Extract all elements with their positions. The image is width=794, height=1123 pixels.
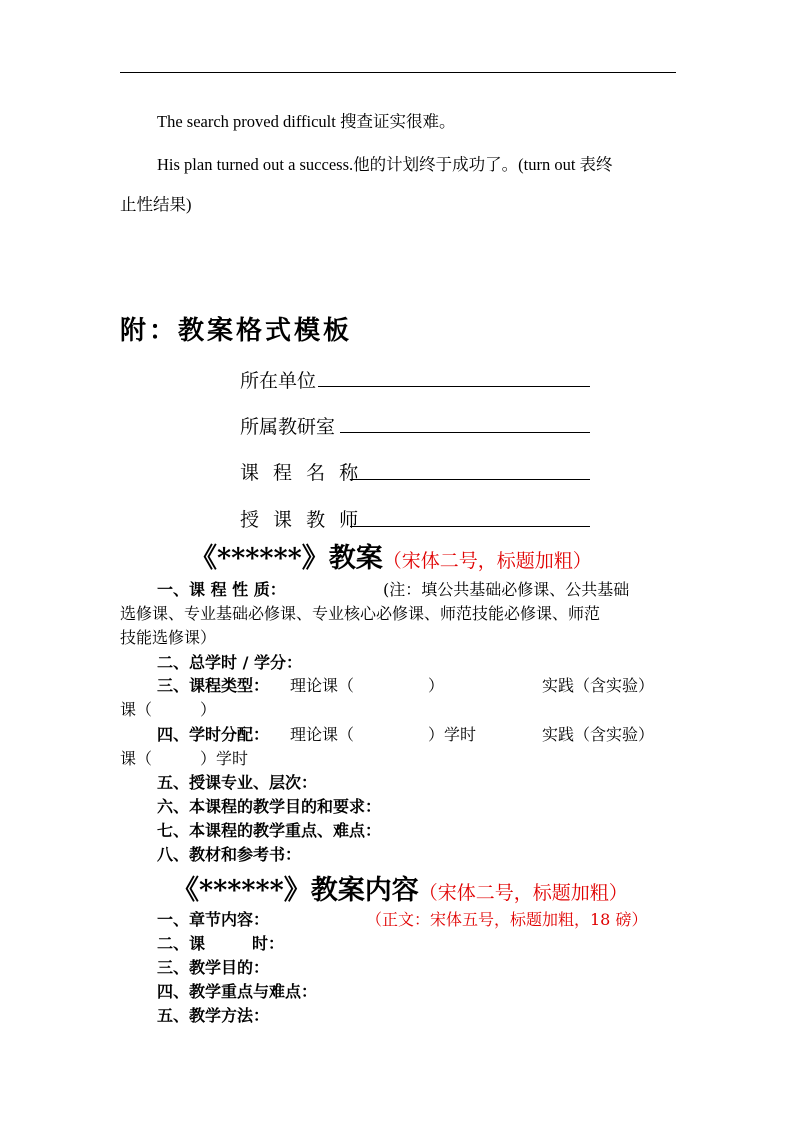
alloc-label: 四、学时分配： bbox=[157, 725, 270, 744]
alloc-theory: 理论课（ bbox=[290, 725, 355, 744]
field-course-line bbox=[350, 479, 590, 480]
alloc-close: ）学时 bbox=[428, 725, 477, 744]
chapter-note: （正文：宋体五号，标题加粗，18 磅） bbox=[366, 910, 648, 929]
field-teacher-line bbox=[350, 526, 590, 527]
alloc-practice: 实践（含实验） bbox=[542, 725, 655, 744]
intro-line-3: 止性结果) bbox=[120, 195, 192, 214]
content-title-note: （宋体二号，标题加粗） bbox=[418, 882, 628, 904]
type-wrap: 课（ bbox=[120, 700, 153, 719]
field-lab-label: 所属教研室 bbox=[240, 416, 336, 438]
field-course-label: 课 程 名 称 bbox=[240, 462, 363, 484]
type-theory: 理论课（ bbox=[290, 676, 355, 695]
hours-label: 二、总学时 / 学分： bbox=[157, 653, 302, 672]
plan-title-main: 《******》教案 bbox=[190, 543, 383, 574]
goal-label: 六、本课程的教学目的和要求： bbox=[157, 797, 382, 816]
key-label: 四、教学重点与难点： bbox=[157, 982, 318, 1001]
plan-title bbox=[190, 536, 592, 575]
field-lab-line bbox=[340, 432, 590, 433]
intro-line-2: His plan turned out a success.他的计划终于成功了。(turn out 表终 bbox=[157, 155, 613, 174]
nature-note-3: 技能选修课） bbox=[120, 628, 217, 647]
field-unit-label: 所在单位 bbox=[240, 370, 317, 392]
nature-note-2: 选修课、专业基础必修课、专业核心必修课、师范技能必修课、师范 bbox=[120, 604, 601, 623]
plan-title-note: （宋体二号，标题加粗） bbox=[382, 550, 592, 572]
chapter-label: 一、章节内容： bbox=[157, 910, 270, 929]
type-practice: 实践（含实验） bbox=[542, 676, 655, 695]
nature-label: 一、课 程 性 质： bbox=[157, 580, 286, 599]
intro-line-1: The search proved difficult 搜查证实很难。 bbox=[157, 112, 456, 131]
nature-note-1: (注：填公共基础必修课、公共基础 bbox=[383, 580, 630, 599]
content-title-main: 《******》教案内容 bbox=[172, 875, 419, 906]
major-label: 五、授课专业、层次： bbox=[157, 773, 318, 792]
method-label: 五、教学方法： bbox=[157, 1006, 270, 1025]
field-teacher-label: 授 课 教 师 bbox=[240, 509, 363, 531]
focus-label: 七、本课程的教学重点、难点： bbox=[157, 821, 382, 840]
type-wrap-close: ） bbox=[200, 700, 217, 719]
alloc-wrap: 课（ bbox=[120, 749, 153, 768]
books-label: 八、教材和参考书： bbox=[157, 845, 302, 864]
type-label: 三、课程类型： bbox=[157, 676, 270, 695]
type-close: ） bbox=[428, 676, 445, 695]
header-rule bbox=[120, 72, 676, 73]
aim-label: 三、教学目的： bbox=[157, 958, 270, 977]
period-label-2: 时： bbox=[252, 934, 285, 953]
field-unit-line bbox=[318, 386, 590, 387]
period-label: 二、课 bbox=[157, 934, 206, 953]
appendix-heading: 附：教案格式模板 bbox=[120, 316, 353, 346]
content-title bbox=[172, 868, 628, 907]
alloc-wrap-close: ）学时 bbox=[200, 749, 249, 768]
